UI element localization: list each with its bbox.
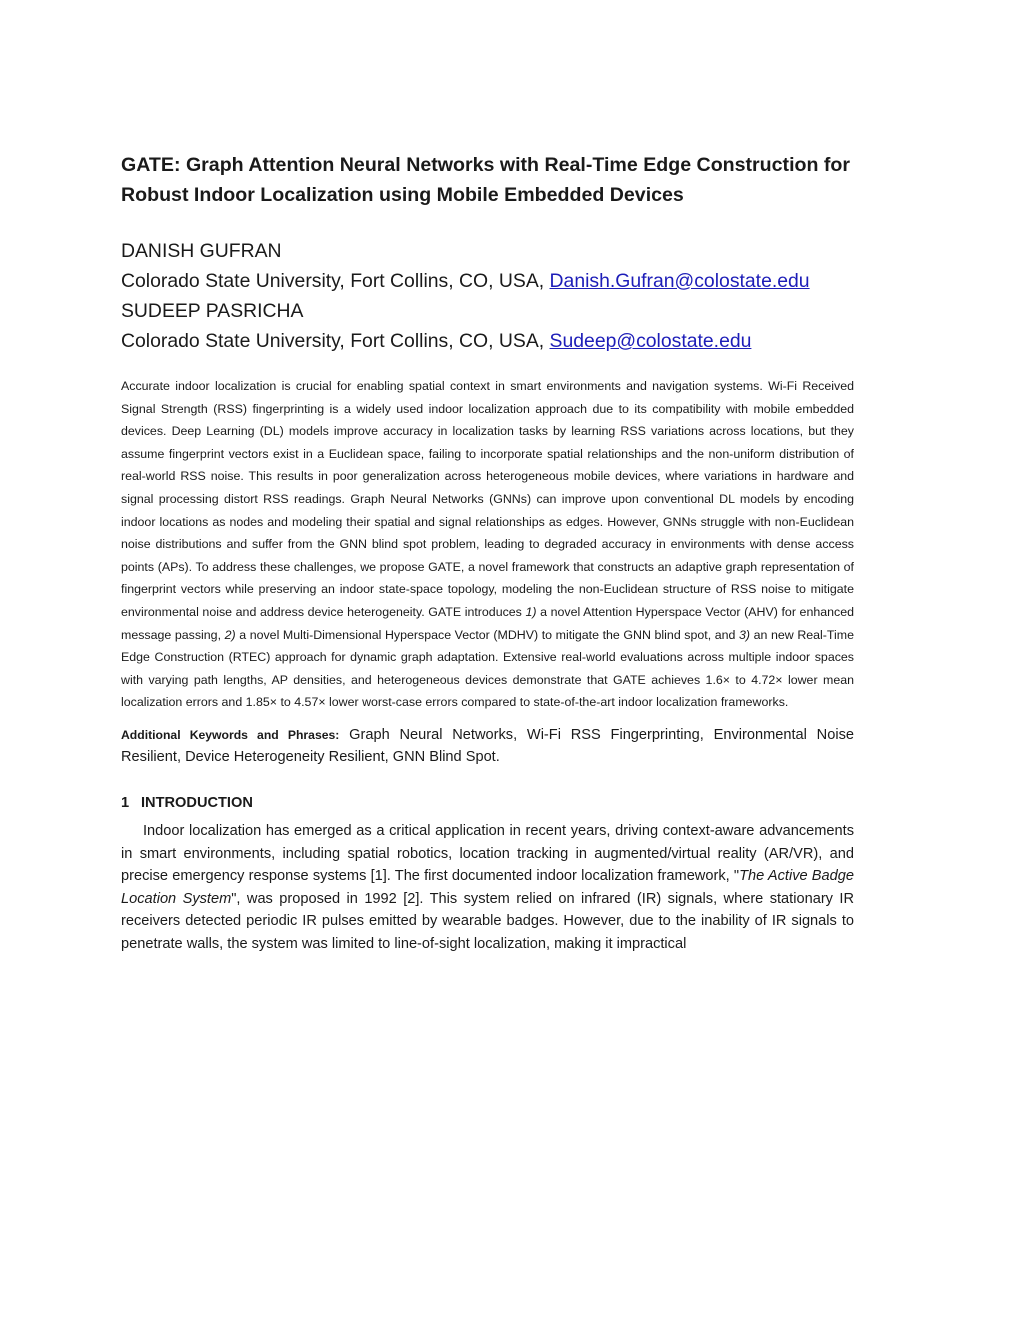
author-affiliation <box>121 266 854 296</box>
paper-page <box>121 150 854 955</box>
section-title: INTRODUCTION <box>141 794 253 811</box>
abstract <box>121 375 854 714</box>
body-text: Indoor localization has emerged as a critical application in recent years, driving context-aware advancements in smart environments, including spatial robotics, location tracking in augmented/virtual reality (AR/VR), and precise emergency response systems [1]. The first documented indoor localization framework, " <box>121 822 854 885</box>
author-name: SUDEEP PASRICHA <box>121 300 304 322</box>
keywords-text: Graph Neural Networks, Wi-Fi RSS Fingerprinting, Environmental Noise Resilient, Device Heterogeneity Resilient, GNN Blind Spot. <box>121 726 854 766</box>
abstract-text: a novel Multi-Dimensional Hyperspace Vector (MDHV) to mitigate the GNN blind spot, and <box>235 627 740 642</box>
author-block <box>121 236 854 356</box>
author-name: DANISH GUFRAN <box>121 240 282 262</box>
enum-marker: 1) <box>525 604 537 619</box>
intro-paragraph <box>121 820 854 956</box>
author-affiliation <box>121 326 854 356</box>
enum-marker: 3) <box>739 627 751 642</box>
section-number: 1 <box>121 794 130 811</box>
author-email-link[interactable]: Danish.Gufran@colostate.edu <box>549 270 810 292</box>
abstract-text: a novel Attention Hyperspace Vector (AHV) for enhanced message passing, <box>121 604 854 642</box>
author-email-link[interactable]: Sudeep@colostate.edu <box>549 330 752 352</box>
body-italic-text: The Active Badge Location System <box>121 868 854 907</box>
keywords-label: Additional Keywords and Phrases: <box>121 727 340 742</box>
abstract-text: Accurate indoor localization is crucial for enabling spatial context in smart environments and navigation systems. Wi-Fi Received Signal Strength (RSS) fingerprinting is a widely used indoor localization approach due to its compatibility with mobile embedded devices. Deep Learning (DL) models improve accuracy in localization tasks by learning RSS variations across locations, but they assume fingerprint vectors exist in a Euclidean space, failing to incorporate spatial relationships and the non-uniform distribution of real-world RSS noise. This results in poor generalization across heterogeneous mobile devices, where variations in hardware and signal processing distort RSS readings. Graph Neural Networks (GNNs) can improve upon conventional DL models by encoding indoor locations as nodes and modeling their spatial and signal relationships as edges. However, GNNs struggle with non-Euclidean noise distributions and suffer from the GNN blind spot problem, leading to degraded accuracy in environments with dense access points (APs). To address these challenges, we propose GATE, a novel framework that constructs an adaptive graph representation of fingerprint vectors while preserving an indoor state-space topology, modeling the non-Euclidean structure of RSS noise to mitigate environmental noise and address device heterogeneity. GATE introduces <box>121 379 854 619</box>
enum-marker: 2) <box>224 627 236 642</box>
section-heading <box>121 792 854 814</box>
affiliation-text: Colorado State University, Fort Collins, CO, USA, <box>121 270 550 292</box>
keywords <box>121 724 854 769</box>
body-text: ", was proposed in 1992 [2]. This system relied on infrared (IR) signals, where stationary IR receivers detected periodic IR pulses emitted by wearable badges. However, due to the inability of IR signals to penetrate walls, the system was limited to line-of-sight localization, making it impractical <box>121 890 854 952</box>
paper-title: GATE: Graph Attention Neural Networks with Real-Time Edge Construction for Robust Indoor Localization using Mobile Embedded Devices <box>121 154 851 206</box>
abstract-text: an new Real-Time Edge Construction (RTEC) approach for dynamic graph adaptation. Extensive real-world evaluations across multiple indoor spaces with varying path lengths, AP densities, and heterogeneous devices demonstrate that GATE achieves 1.6× to 4.72× lower mean localization errors and 1.85× to 4.57× lower worst-case errors compared to state-of-the-art indoor localization frameworks. <box>121 627 855 710</box>
affiliation-text: Colorado State University, Fort Collins, CO, USA, <box>121 330 550 352</box>
